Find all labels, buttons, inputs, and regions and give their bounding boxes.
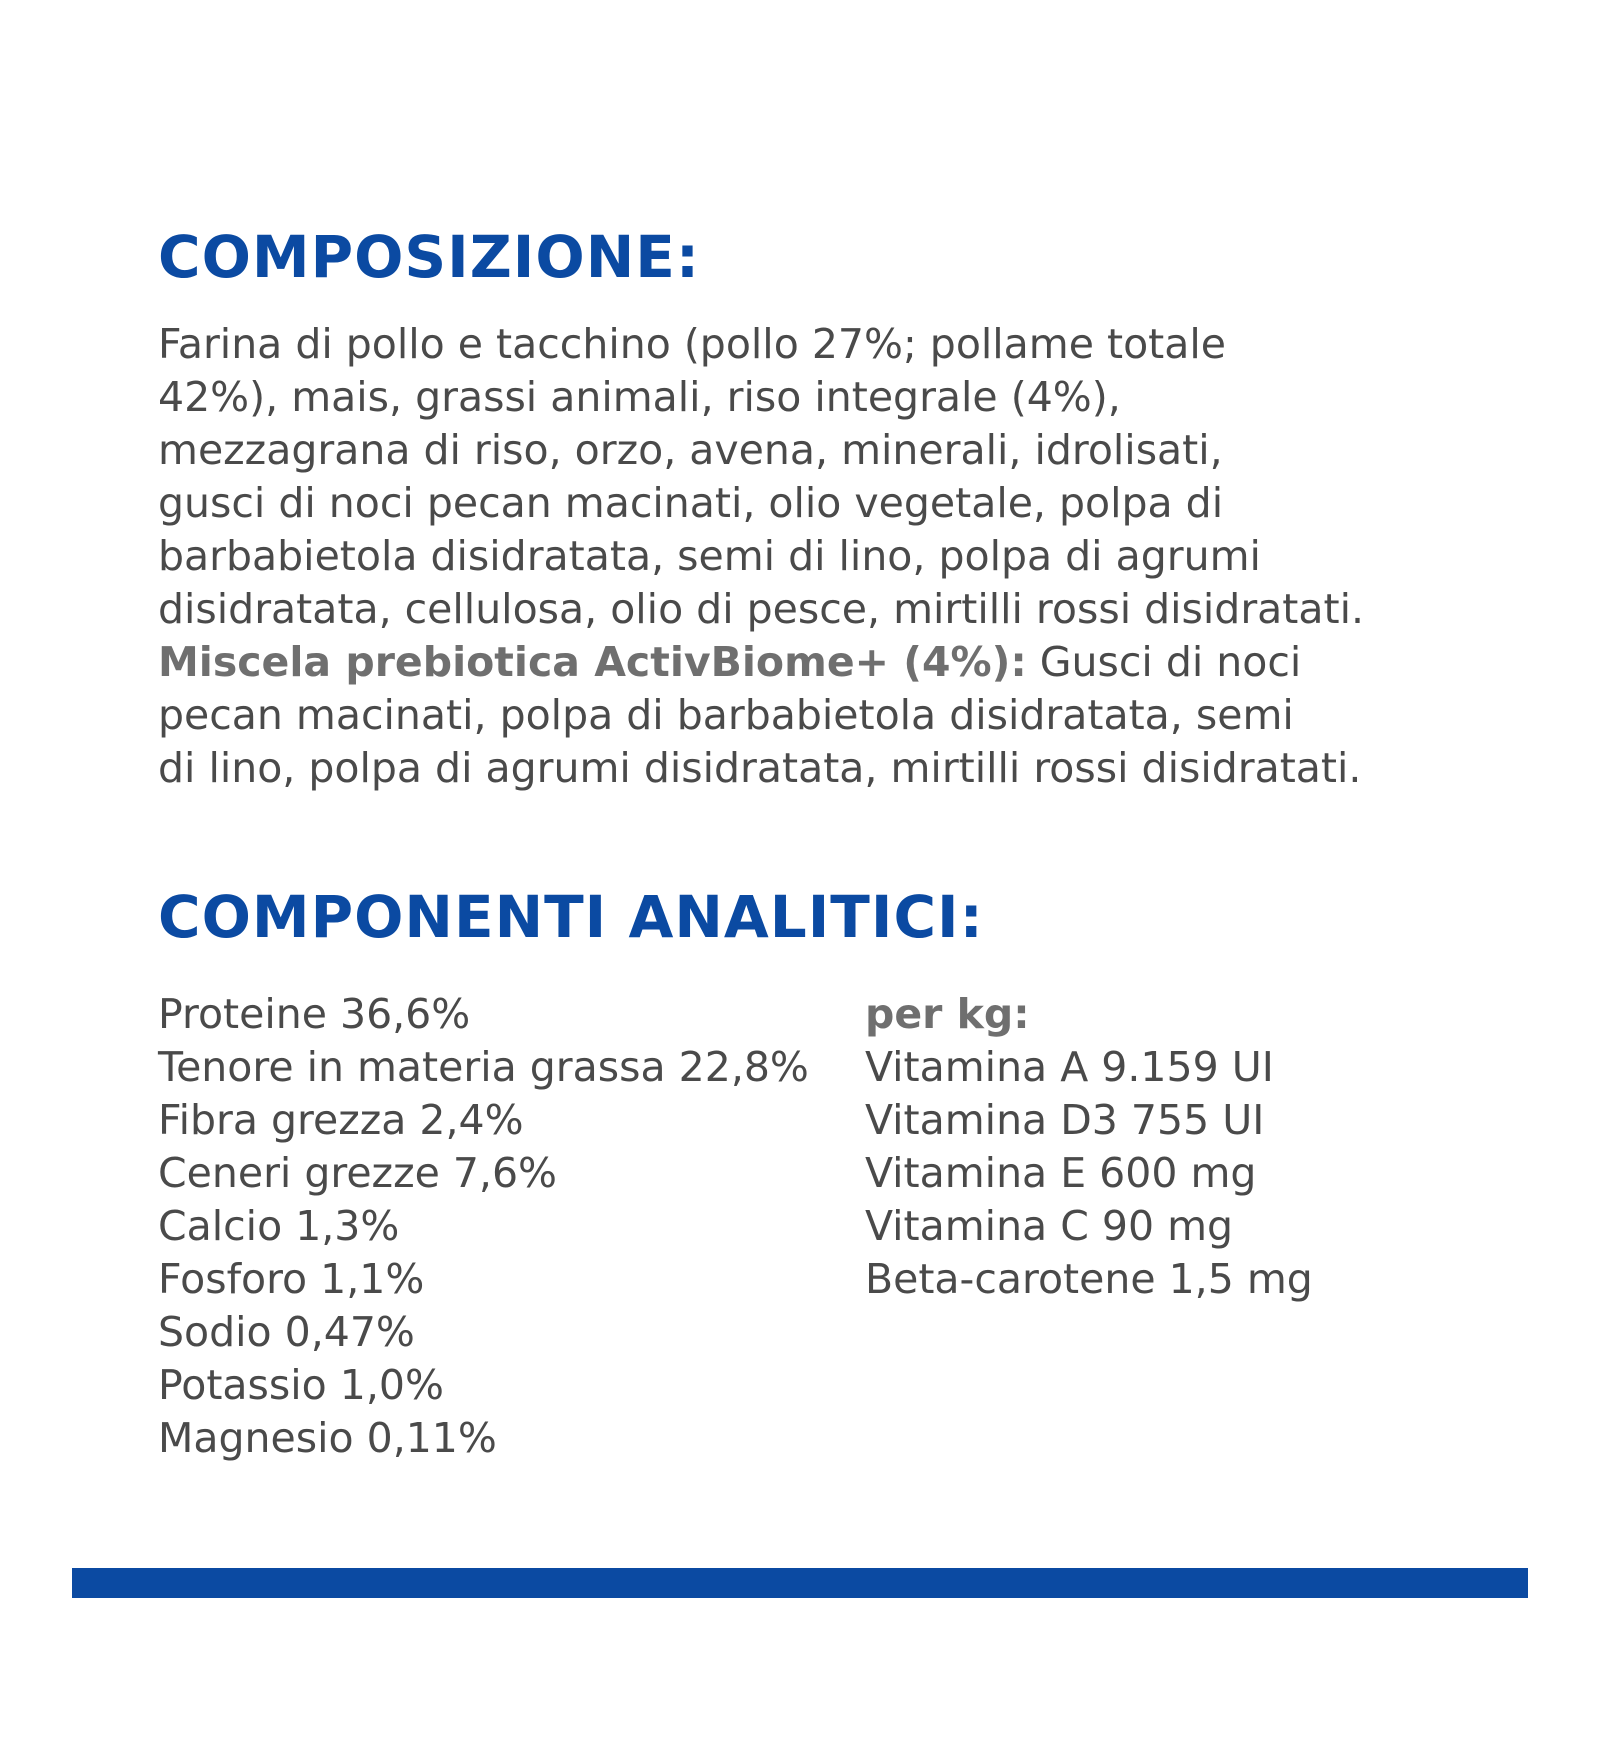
analytical-item: Ceneri grezze 7,6% — [158, 1149, 558, 1197]
vitamin-item: Vitamina E 600 mg — [865, 1149, 1257, 1197]
analytical-item: Proteine 36,6% — [158, 990, 471, 1038]
vitamin-item: Beta-carotene 1,5 mg — [865, 1255, 1313, 1303]
analytical-item: Tenore in materia grassa 22,8% — [158, 1043, 809, 1091]
composition-line: gusci di noci pecan macinati, olio vegetale, polpa di — [158, 479, 1224, 527]
composition-line: barbabietola disidratata, semi di lino, polpa di agrumi — [158, 532, 1261, 580]
analytical-item: Fosforo 1,1% — [158, 1255, 425, 1303]
prebiotic-label: Miscela prebiotica ActivBiome+ (4%): — [158, 638, 1027, 686]
composition-line: 42%), mais, grassi animali, riso integrale (4%), — [158, 373, 1121, 421]
prebiotic-line: pecan macinati, polpa di barbabietola disidratata, semi — [158, 691, 1294, 739]
analytical-item: Sodio 0,47% — [158, 1308, 415, 1356]
bottom-accent-bar — [72, 1568, 1528, 1598]
vitamins-list — [865, 988, 1313, 1306]
analytical-item: Potassio 1,0% — [158, 1361, 444, 1409]
analytical-item: Magnesio 0,11% — [158, 1414, 497, 1462]
analytical-item: Calcio 1,3% — [158, 1202, 400, 1250]
vitamin-item: Vitamina C 90 mg — [865, 1202, 1234, 1250]
composition-heading: COMPOSIZIONE: — [158, 223, 701, 291]
composition-line: disidratata, cellulosa, olio di pesce, mirtilli rossi disidratati. — [158, 585, 1364, 633]
prebiotic-line: di lino, polpa di agrumi disidratata, mirtilli rossi disidratati. — [158, 744, 1362, 792]
analytical-item: Fibra grezza 2,4% — [158, 1096, 524, 1144]
prebiotic-line — [158, 636, 1498, 689]
composition-line: mezzagrana di riso, orzo, avena, minerali, idrolisati, — [158, 426, 1223, 474]
vitamin-item: Vitamina D3 755 UI — [865, 1096, 1265, 1144]
vitamin-item: Vitamina A 9.159 UI — [865, 1043, 1274, 1091]
analytical-heading: COMPONENTI ANALITICI: — [158, 883, 984, 951]
prebiotic-text: Gusci di noci — [1026, 638, 1302, 686]
composition-text — [158, 318, 1498, 795]
composition-line: Farina di pollo e tacchino (pollo 27%; pollame totale — [158, 320, 1226, 368]
per-kg-label: per kg: — [865, 990, 1030, 1038]
analytical-list — [158, 988, 809, 1465]
